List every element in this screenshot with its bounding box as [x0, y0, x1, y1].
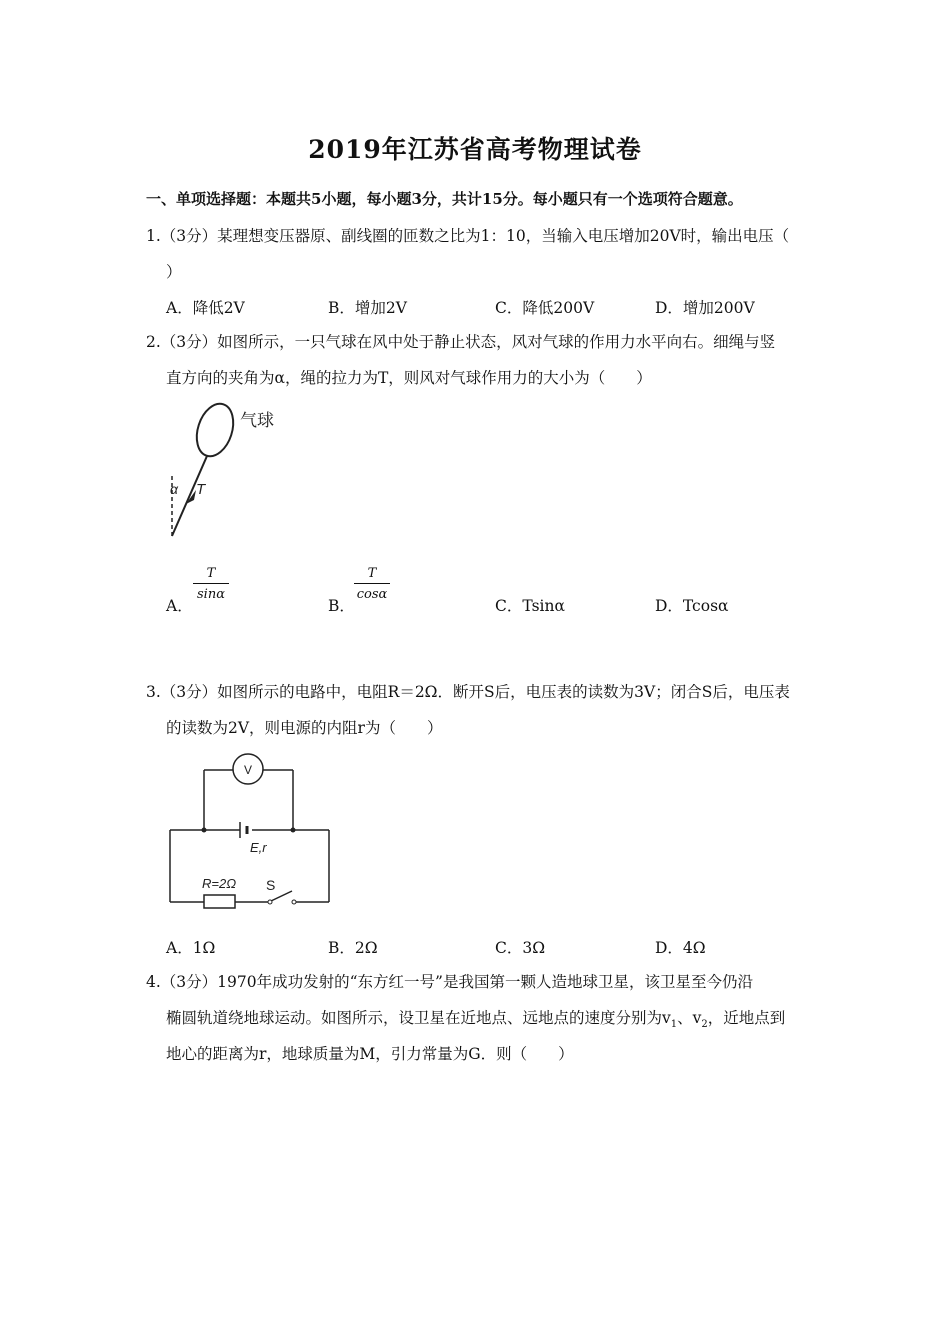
balloon-shape: [190, 399, 239, 461]
v2-subscript: 2: [701, 1019, 708, 1031]
q3-stem-line2: 的读数为2V，则电源的内阻r为（ ）: [166, 719, 443, 737]
switch-label: S: [266, 877, 276, 893]
q2-stem-line1: 2.（3分）如图所示，一只气球在风中处于静止状态，风对气球的作用力水平向右。细绳与竖: [146, 333, 776, 351]
q2-option-a-denominator: sinα: [197, 587, 225, 602]
balloon-label: 气球: [240, 411, 274, 430]
q1-option-d: D．增加200V: [655, 299, 755, 317]
q2-option-a-fraction: [193, 566, 229, 602]
q2-option-a-numerator: T: [206, 566, 216, 581]
alpha-label: α: [170, 481, 178, 497]
source-label: E,r: [250, 840, 267, 855]
resistor-label: R=2Ω: [202, 876, 237, 891]
q1-stem-line1: 1.（3分）某理想变压器原、副线圈的匝数之比为1：10，当输入电压增加20V时，输出电压（: [146, 227, 790, 245]
v1-subscript: 1: [670, 1019, 678, 1031]
q2-stem-line2: 直方向的夹角为α，绳的拉力为T，则风对气球作用力的大小为（ ）: [166, 369, 652, 387]
q1-option-b: B．增加2V: [328, 299, 407, 317]
q2-option-d: D．Tcosα: [655, 597, 729, 615]
q4-stem-line1: 4.（3分）1970年成功发射的“东方红一号”是我国第一颗人造地球卫星，该卫星至今仍沿: [146, 973, 753, 991]
q3-option-c: C．3Ω: [495, 939, 546, 957]
q3-option-a: A．1Ω: [166, 939, 216, 957]
q2-option-c: C．Tsinα: [495, 597, 565, 615]
q2-option-a-prefix: A．: [166, 597, 193, 615]
q2-option-b-prefix: B．: [328, 597, 355, 615]
q4-line2-separator: 、v: [677, 1009, 702, 1027]
tension-label: T: [196, 481, 206, 498]
q1-option-a: A．降低2V: [166, 299, 245, 317]
section-heading: 一、单项选择题：本题共5小题，每小题3分，共计15分。每小题只有一个选项符合题意。: [146, 190, 743, 208]
q4-stem-line3: 地心的距离为r，地球质量为M，引力常量为G．则（ ）: [166, 1045, 574, 1063]
q2-option-b-numerator: T: [367, 566, 377, 581]
resistor-shape: [204, 895, 235, 908]
voltmeter-label: V: [244, 763, 253, 777]
q2-option-b-denominator: cosα: [356, 587, 388, 602]
q1-stem-line2: ）: [166, 263, 182, 281]
q3-option-d: D．4Ω: [655, 939, 706, 957]
q4-line2-tail: ，近地点到: [707, 1009, 786, 1027]
q2-option-b-fraction: [354, 566, 390, 602]
page-title: 2019年江苏省高考物理试卷: [308, 135, 642, 164]
q4-stem-line2: [166, 1008, 785, 1035]
balloon-figure: [160, 396, 290, 546]
circuit-figure: [164, 752, 334, 912]
q1-option-c: C．降低200V: [495, 299, 595, 317]
q3-stem-line1: 3.（3分）如图所示的电路中，电阻R＝2Ω．断开S后，电压表的读数为3V；闭合S后，电压表: [146, 683, 790, 701]
q4-line2-text: 椭圆轨道绕地球运动。如图所示，设卫星在近地点、远地点的速度分别为v: [166, 1009, 671, 1027]
q3-option-b: B．2Ω: [328, 939, 378, 957]
